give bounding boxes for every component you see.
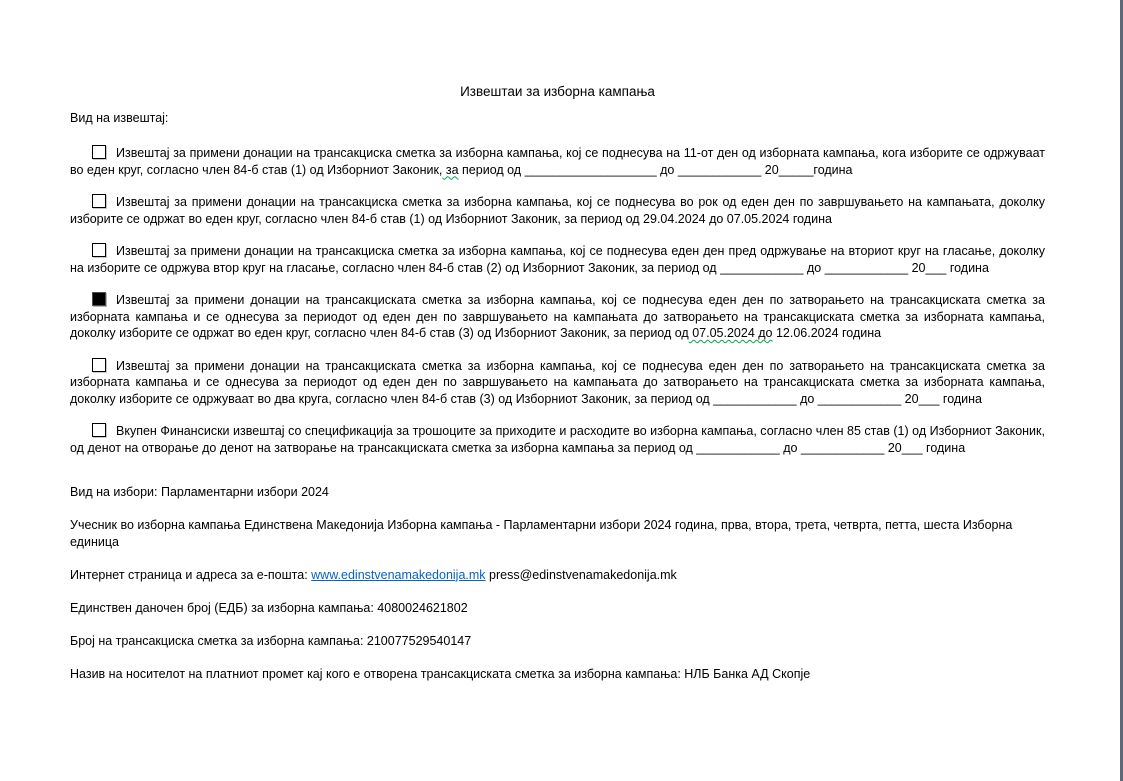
checkbox-report-5[interactable] <box>92 358 106 372</box>
checkbox-report-1[interactable] <box>92 145 106 159</box>
report-option-5 <box>70 358 1045 408</box>
report-option-3-text: Извештај за примени донации на трансакциска сметка за изборна кампања, кој се поднесува еден ден пред одржување на вториот круг на гласање, доколку на изборите се одржува втор круг на гласање, согласно член 84-б став (2) од Изборниот Законик, <box>70 244 1045 275</box>
checkbox-report-2[interactable] <box>92 194 106 208</box>
report-option-1-text: Извештај за примени донации на трансакциска сметка за изборна кампања, кој се поднесува на 11-от ден од изборната кампања, кога изборите се одржуваат во еден круг, согласно член 84-б став (1) од Изборниот Законик, <box>70 146 1045 177</box>
website-link[interactable]: www.edinstvenamakedonija.mk <box>311 567 486 582</box>
report-option-2 <box>70 194 1045 227</box>
participant-field: Учесник во изборна кампања Единствена Македонија Изборна кампања - Парламентарни избори 2024 година, прва, втора, трета, четврта, петта, шеста Изборна единица <box>70 518 1013 549</box>
report-option-2-text: Извештај за примени донации на трансакциска сметка за изборна кампања, кој се поднесува во рок од еден ден по завршувањето на кампањата, доколку изборите се одржат во еден круг, согласно член 84-б став (1) од Изборниот Законик, <box>70 195 1045 226</box>
spellcheck-squiggle: 07.05.2024 до <box>688 326 773 340</box>
report-option-6-text: Вкупен Финансиски извештај со спецификација за трошоците за приходите и расходите во изборна кампања, согласно член 85 став (1) од Изборниот Законик, од денот на отворање до денот на затворање на трансакциската сметка за изборна кампања за период од ____________ до ____________ 20___ година <box>70 424 1045 455</box>
email-text: press@edinstvenamakedonija.mk <box>485 567 677 582</box>
report-option-2-period: за период од 29.04.2024 до 07.05.2024 година <box>560 211 832 226</box>
website-email-label: Интернет страница и адреса за е-пошта: <box>70 567 312 582</box>
report-option-1-period: период од ___________________ до ____________ 20_____година <box>458 162 853 177</box>
report-option-6 <box>70 423 1045 456</box>
report-option-5-text: Извештај за примени донации на трансакциската сметка за изборна кампања, кој се поднесува еден ден по затворањето на трансакциската сметка за изборната кампања и се однесува за периодот од еден ден по завршувањето на кампањата до затворањето на трансакциската сметка за изборната кампања, доколку изборите се одржуваат во два круга, согласно член 84-б став (3) од Изборниот Законик, <box>70 358 1045 406</box>
report-option-3 <box>70 243 1045 276</box>
checkbox-report-6[interactable] <box>92 423 106 437</box>
report-option-1 <box>70 145 1045 178</box>
report-option-4-text: Извештај за примени донации на трансакциската сметка за изборна кампања, кој се поднесува еден ден по затворањето на трансакциската сметка за изборната кампања и се однесува за периодот од еден ден по завршувањето на кампањата до затворањето на трансакциската сметка за изборната кампања, доколку изборите се одржат во еден круг, согласно член 84-б став (3) од Изборниот Законик, за период од <box>70 293 1045 340</box>
edb-field: Единствен даночен број (ЕДБ) за изборна кампања: 4080024621802 <box>70 600 468 615</box>
report-option-4-period: 12.06.2024 година <box>772 326 882 340</box>
website-email-field <box>70 567 1045 584</box>
bank-name-field: Назив на носителот на платниот промет кај кого е отворена трансакциската сметка за изборна кампања: НЛБ Банка АД Скопје <box>70 666 811 681</box>
report-option-5-period: за период од ____________ до ____________ 20___ година <box>631 391 983 406</box>
spellcheck-squiggle: за <box>442 162 459 177</box>
checkbox-report-3[interactable] <box>92 243 106 257</box>
account-number-field: Број на трансакциска сметка за изборна кампања: 210077529540147 <box>70 633 472 648</box>
report-kind-label: Вид на извештај: <box>70 111 169 125</box>
report-option-4 <box>70 292 1045 342</box>
campaign-details <box>70 484 1045 682</box>
report-option-3-period: за период од ____________ до ____________ 20___ година <box>637 260 989 275</box>
checkbox-report-4-checked[interactable] <box>92 292 106 306</box>
document-title: Извештаи за изборна кампања <box>460 84 655 99</box>
election-type-field: Вид на избори: Парламентарни избори 2024 <box>70 485 329 499</box>
